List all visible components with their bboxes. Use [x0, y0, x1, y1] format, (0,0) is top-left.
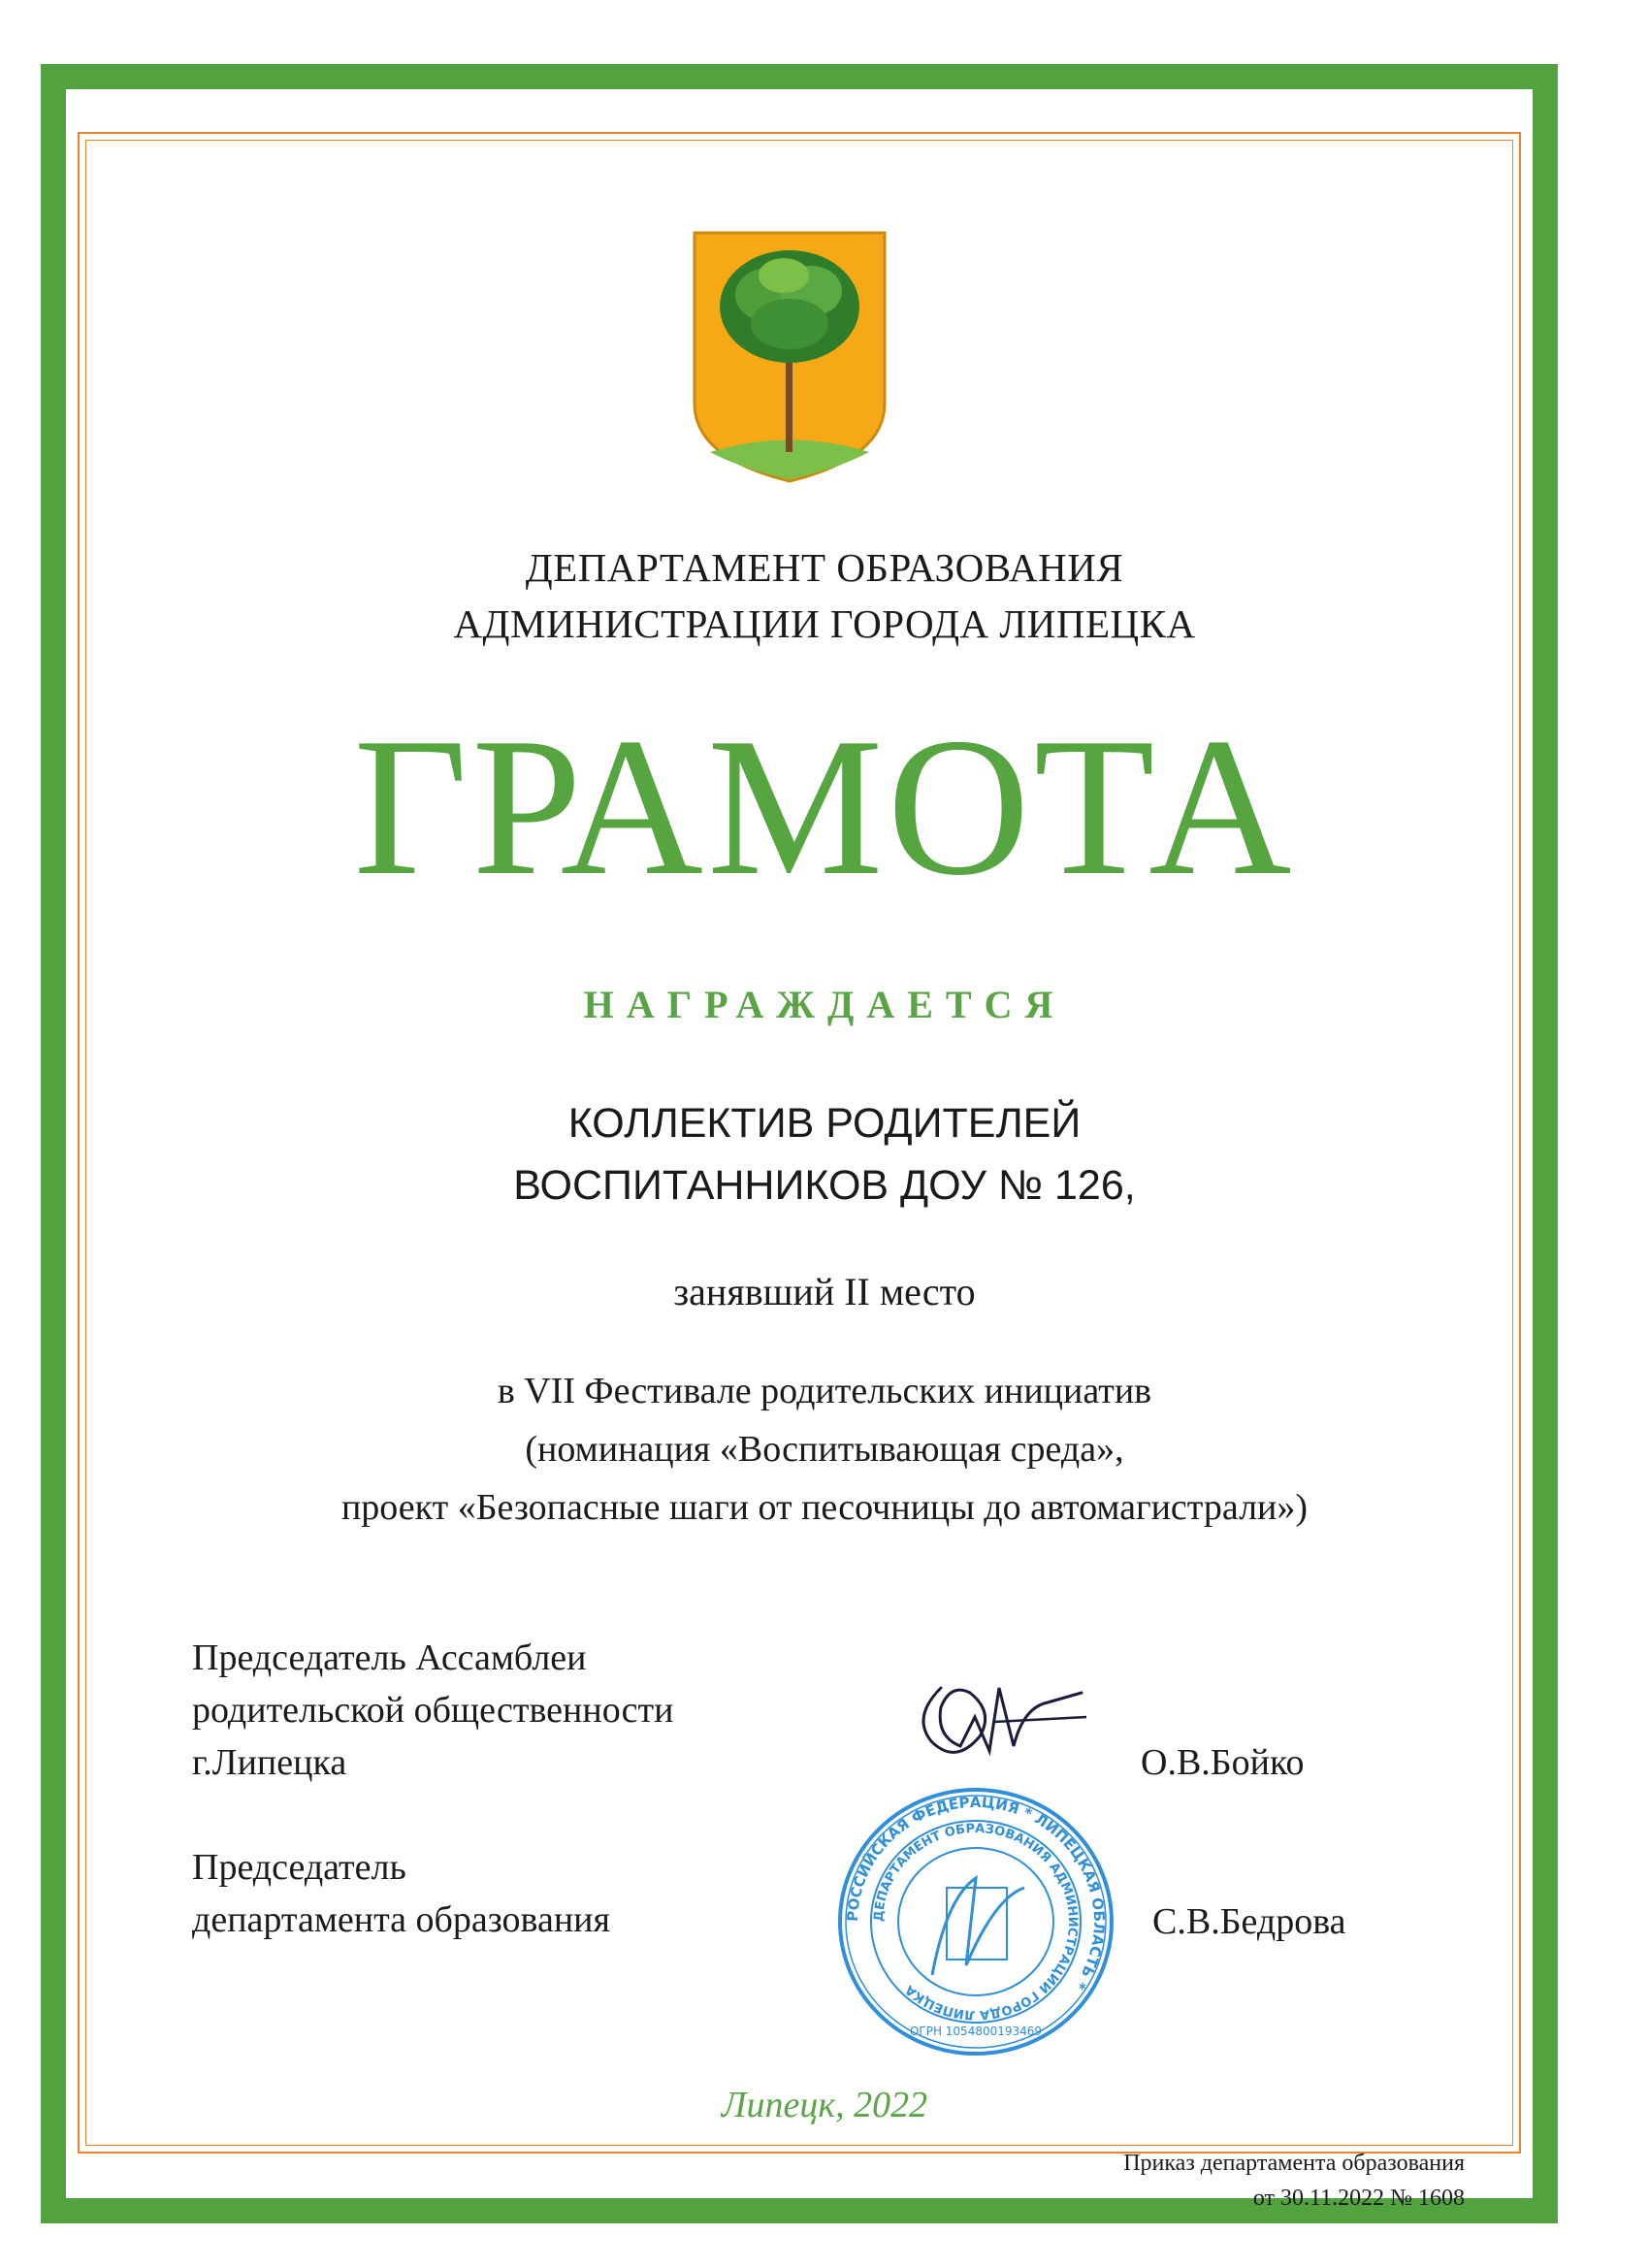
festival-line-1: в VII Фестивале родительских инициатив [497, 1371, 1152, 1411]
official-stamp-icon [830, 1781, 1121, 2062]
department-line-1: ДЕПАРТАМЕНТ ОБРАЗОВАНИЯ [525, 545, 1124, 590]
order-line-1: Приказ департамента образования [1123, 2151, 1465, 2176]
festival-line-2: (номинация «Воспитывающая среда», [525, 1429, 1124, 1470]
handwritten-signature-icon [902, 1649, 1096, 1785]
city-year: Липецк, 2022 [721, 2085, 928, 2125]
festival-description [0, 1362, 1649, 1537]
signatory-2-position-line: департамента образования [192, 1899, 610, 1940]
signatory-1-position [192, 1632, 673, 1789]
signatory-1-position-line: г.Липецка [192, 1742, 347, 1783]
signatory-2-name: С.В.Бедрова [1152, 1901, 1346, 1942]
signatory-2-position [192, 1841, 610, 1946]
festival-line-3: проект «Безопасные шаги от песочницы до автомагистрали») [340, 1487, 1309, 1528]
certificate-title: ГРАМОТА [353, 697, 1296, 917]
awarded-label: НАГРАЖДАЕТСЯ [583, 983, 1066, 1026]
place-text: занявший II место [673, 1270, 976, 1313]
stamp-outer-text: РОССИЙСКАЯ ФЕДЕРАЦИЯ * ЛИПЕЦКАЯ ОБЛАСТЬ * [843, 1793, 1109, 1993]
stamp-ogrn-text: ОГРН 1054800193469 [909, 2025, 1043, 2038]
recipient-line-1: КОЛЛЕКТИВ РОДИТЕЛЕЙ [567, 1100, 1082, 1147]
signatory-2-position-line: Председатель [192, 1847, 406, 1888]
signatory-1-name: О.В.Бойко [1141, 1742, 1305, 1783]
stamp-inner-text: ДЕПАРТАМЕНТ ОБРАЗОВАНИЯ АДМИНИСТРАЦИИ ГОРОДА ЛИПЕЦКА [871, 1821, 1081, 2023]
svg-text:ДЕПАРТАМЕНТ ОБРАЗОВАНИЯ АДМИНИ [872, 1822, 1080, 2022]
recipient [0, 1092, 1649, 1216]
order-reference [1123, 2146, 1465, 2216]
department-line-2: АДМИНИСТРАЦИИ ГОРОДА ЛИПЕЦКА [453, 601, 1196, 646]
signatory-1-position-line: родительской общественности [192, 1690, 674, 1731]
department-heading [0, 539, 1649, 652]
order-line-2: от 30.11.2022 № 1608 [1252, 2186, 1465, 2211]
coat-of-arms-icon [691, 229, 889, 485]
signatory-1-position-line: Председатель Ассамблеи [192, 1637, 587, 1678]
recipient-line-2: ВОСПИТАННИКОВ ДОУ № 126, [513, 1162, 1136, 1209]
